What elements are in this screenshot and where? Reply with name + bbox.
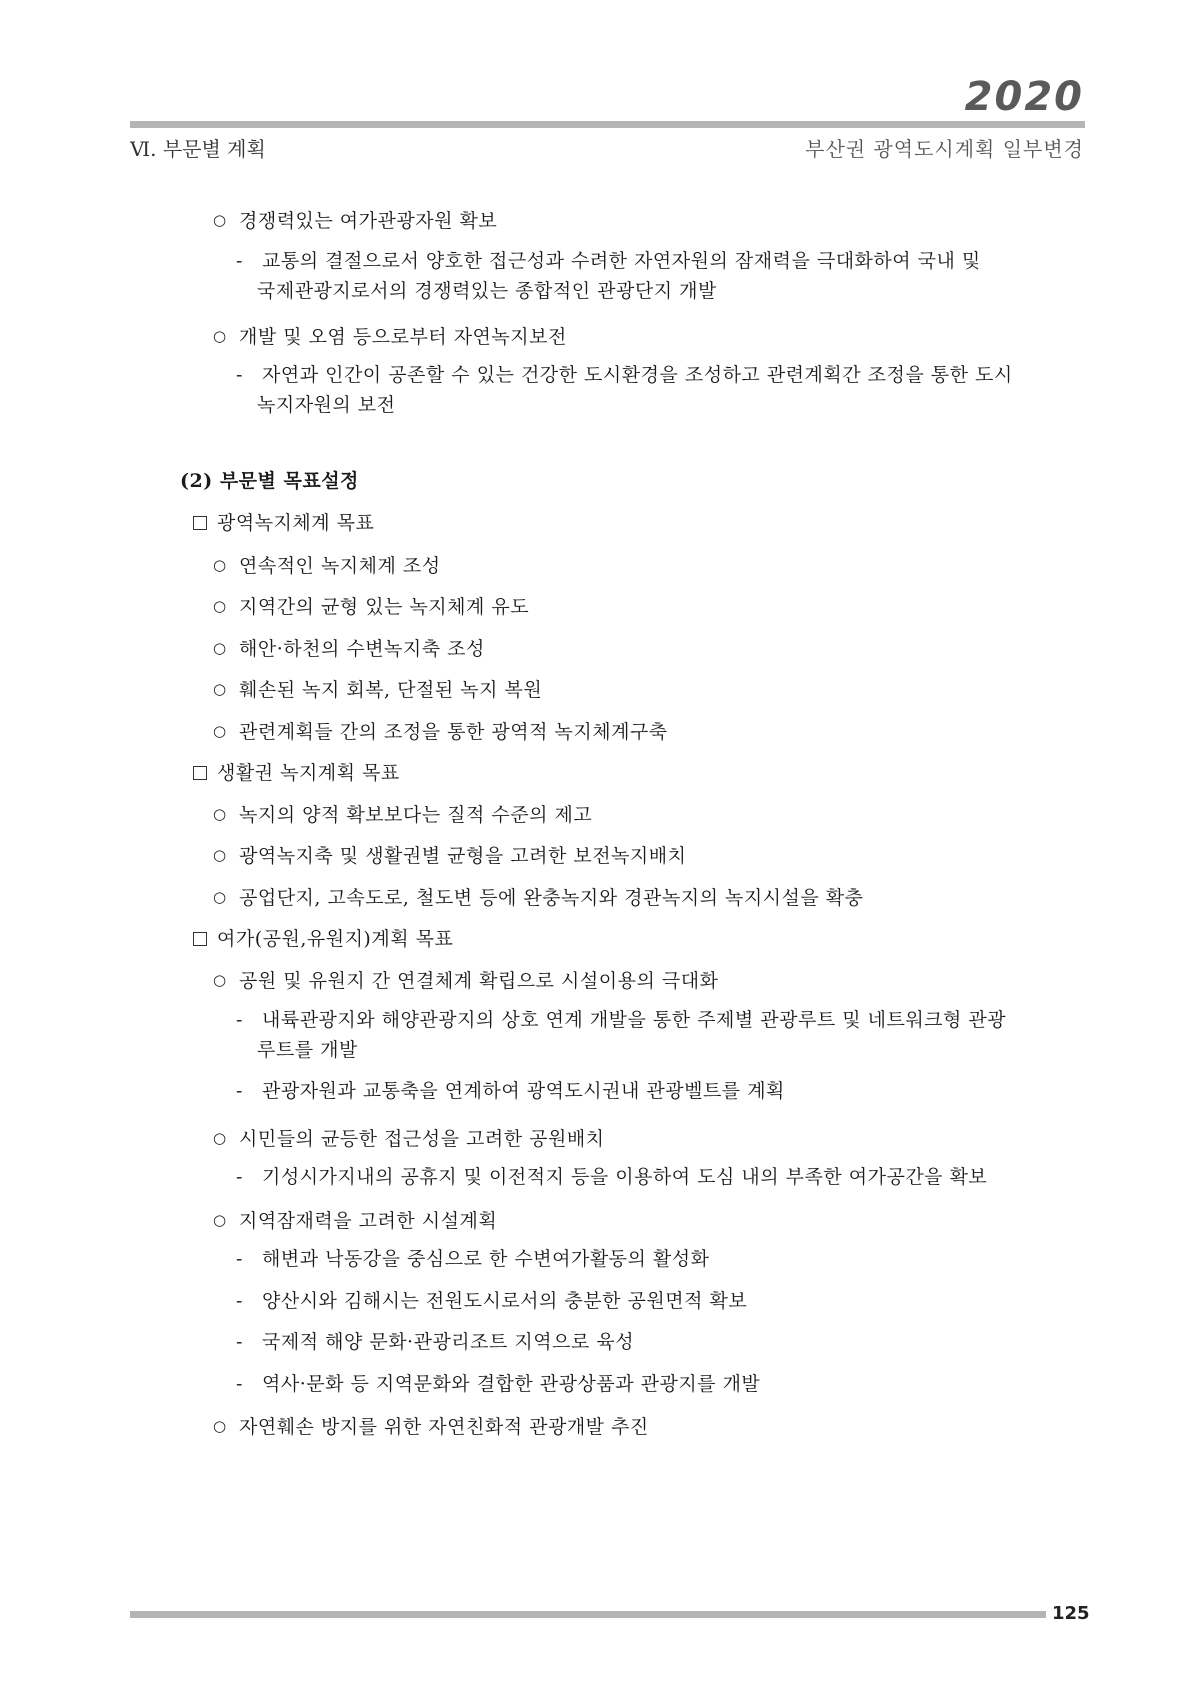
circle-bullet-icon: ○ [213,888,227,906]
bullet-item: ○ 해안·하천의 수변녹지축 조성 [213,638,485,660]
header-rule [130,121,1085,128]
dash-item: - 역사·문화 등 지역문화와 결합한 관광상품과 관광지를 개발 [236,1373,761,1395]
bullet-item: ○ 광역녹지축 및 생활권별 균형을 고려한 보전녹지배치 [213,845,687,867]
bullet-item: ○ 개발 및 오염 등으로부터 자연녹지보전 [213,326,567,348]
dash-bullet-icon: - [236,1166,243,1188]
document-title: 부산권 광역도시계획 일부변경 [805,137,1084,161]
circle-bullet-icon: ○ [213,722,227,740]
bullet-item: ○ 공원 및 유원지 간 연결체계 확립으로 시설이용의 극대화 [213,970,719,992]
circle-bullet-icon: ○ [213,1417,227,1435]
section-title: Ⅵ. 부문별 계획 [130,137,266,161]
bullet-item: ○ 시민들의 균등한 접근성을 고려한 공원배치 [213,1128,605,1150]
checkbox-square-icon [193,516,207,530]
dash-bullet-icon: - [236,1331,243,1353]
bullet-item: ○ 훼손된 녹지 회복, 단절된 녹지 복원 [213,679,543,701]
circle-bullet-icon: ○ [213,1129,227,1147]
dash-item-continuation: 녹지자원의 보전 [257,394,396,416]
circle-bullet-icon: ○ [213,556,227,574]
bullet-item: ○ 경쟁력있는 여가관광자원 확보 [213,210,498,232]
group-title: 생활권 녹지계획 목표 [193,758,400,785]
footer-rule [130,1611,1046,1618]
checkbox-square-icon [193,932,207,946]
section-heading: (2) 부문별 목표설정 [180,470,359,492]
bullet-item: ○ 지역간의 균형 있는 녹지체계 유도 [213,596,530,618]
dash-item: - 국제적 해양 문화·관광리조트 지역으로 육성 [236,1331,635,1353]
bullet-item: ○ 녹지의 양적 확보보다는 질적 수준의 제고 [213,804,593,826]
dash-bullet-icon: - [236,250,243,272]
group-title: 여가(공원,유원지)계획 목표 [193,924,453,951]
dash-bullet-icon: - [236,1009,243,1031]
dash-item: - 기성시가지내의 공휴지 및 이전적지 등을 이용하여 도심 내의 부족한 여가공간을 확보 [236,1166,988,1188]
dash-bullet-icon: - [236,1290,243,1312]
circle-bullet-icon: ○ [213,327,227,345]
dash-item-continuation: 국제관광지로서의 경쟁력있는 종합적인 관광단지 개발 [257,280,717,302]
dash-item: - 해변과 낙동강을 중심으로 한 수변여가활동의 활성화 [236,1248,710,1270]
dash-bullet-icon: - [236,1080,243,1102]
dash-item: - 양산시와 김해시는 전원도시로서의 충분한 공원면적 확보 [236,1290,748,1312]
circle-bullet-icon: ○ [213,971,227,989]
circle-bullet-icon: ○ [213,597,227,615]
bullet-item: ○ 공업단지, 고속도로, 철도변 등에 완충녹지와 경관녹지의 녹지시설을 확충 [213,887,864,909]
circle-bullet-icon: ○ [213,639,227,657]
dash-item: - 내륙관광지와 해양관광지의 상호 연계 개발을 통한 주제별 관광루트 및 네트워크형 관광 [236,1009,1007,1031]
dash-bullet-icon: - [236,1248,243,1270]
dash-item: - 관광자원과 교통축을 연계하여 광역도시권내 관광벨트를 계획 [236,1080,785,1102]
bullet-item: ○ 자연훼손 방지를 위한 자연친화적 관광개발 추진 [213,1416,649,1438]
bullet-item: ○ 관련계획들 간의 조정을 통한 광역적 녹지체계구축 [213,721,668,743]
circle-bullet-icon: ○ [213,211,227,229]
bullet-item: ○ 지역잠재력을 고려한 시설계획 [213,1210,498,1232]
circle-bullet-icon: ○ [213,680,227,698]
dash-item-continuation: 루트를 개발 [257,1039,358,1061]
group-title: 광역녹지체계 목표 [193,508,374,535]
dash-bullet-icon: - [236,1373,243,1395]
page-number: 125 [1052,1603,1090,1624]
dash-item: - 자연과 인간이 공존할 수 있는 건강한 도시환경을 조성하고 관련계획간 조정을 통한 도시 [236,364,1013,386]
checkbox-square-icon [193,766,207,780]
bullet-item: ○ 연속적인 녹지체계 조성 [213,555,441,577]
circle-bullet-icon: ○ [213,805,227,823]
year-label: 2020 [964,74,1084,120]
circle-bullet-icon: ○ [213,1211,227,1229]
dash-item: - 교통의 결절으로서 양호한 접근성과 수려한 자연자원의 잠재력을 극대화하여 국내 및 [236,250,981,272]
circle-bullet-icon: ○ [213,846,227,864]
dash-bullet-icon: - [236,364,243,386]
